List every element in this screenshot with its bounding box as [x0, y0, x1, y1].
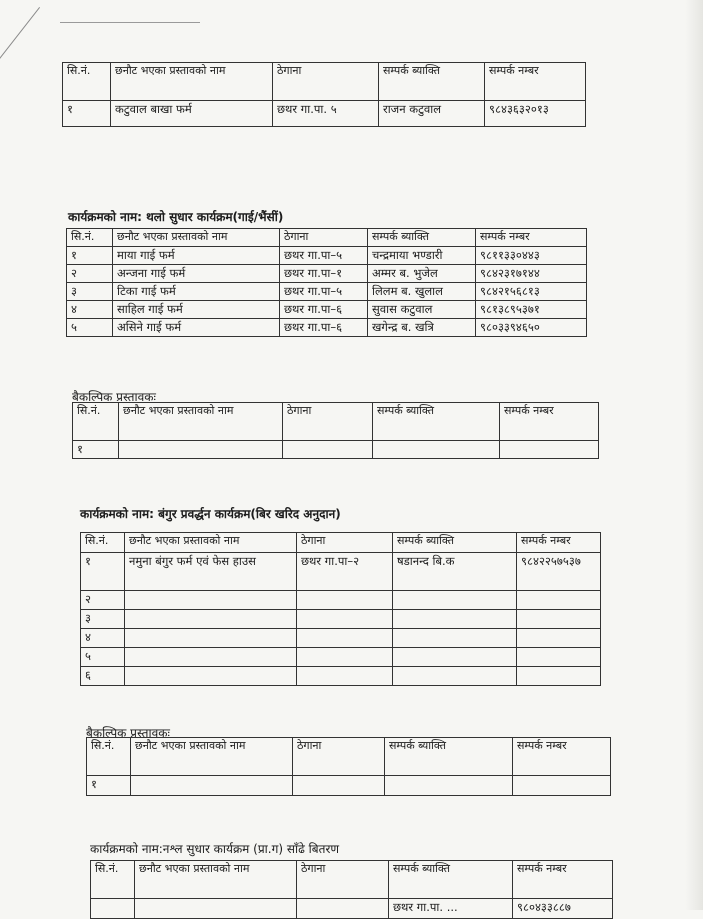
cell-address	[297, 648, 393, 667]
table-row	[81, 667, 601, 686]
table-row	[87, 776, 611, 796]
table-row	[67, 247, 587, 265]
cell-name	[131, 776, 293, 796]
cell-sn: ५	[81, 648, 125, 667]
cell-address	[297, 667, 393, 686]
header-proposal: छनौट भएका प्रस्तावको नाम	[131, 738, 293, 776]
cell-phone: ९८११३३०४४३	[476, 247, 587, 265]
header-phone: सम्पर्क नम्बर	[513, 861, 613, 899]
cell-name: कटुवाल बाखा फर्म	[111, 101, 273, 127]
header-contact: सम्पर्क ब्याक्ति	[393, 533, 517, 553]
cell-contact: खगेन्द्र ब. खत्रि	[368, 319, 476, 337]
header-contact: सम्पर्क ब्याक्ति	[385, 738, 513, 776]
table-row	[67, 265, 587, 283]
cell-phone	[517, 667, 601, 686]
header-sn: सि.नं.	[91, 861, 135, 899]
cell-contact: सुवास कटुवाल	[368, 301, 476, 319]
cell-sn: ५	[67, 319, 113, 337]
table-row	[81, 648, 601, 667]
section-title: कार्यक्रमको नाम:नश्ल सुधार कार्यक्रम (प्रा.ग) साँढे बितरण	[90, 842, 340, 856]
cell-phone: ९८४२३१७१४४	[476, 265, 587, 283]
cell-name	[135, 899, 297, 919]
cell-address	[297, 591, 393, 610]
cell-address	[293, 776, 385, 796]
cell-contact	[393, 610, 517, 629]
table-1	[62, 62, 586, 127]
cell-sn: ३	[81, 610, 125, 629]
table-row	[81, 610, 601, 629]
table-row	[67, 301, 587, 319]
cell-address	[297, 610, 393, 629]
table-6	[90, 860, 613, 919]
table-row	[67, 283, 587, 301]
table-row	[81, 629, 601, 648]
cell-sn: ४	[67, 301, 113, 319]
cell-sn: १	[87, 776, 131, 796]
cell-sn: २	[81, 591, 125, 610]
cell-phone: ९८४२१५६८१३	[476, 283, 587, 301]
cell-address: छथर गा.पा–१	[280, 265, 368, 283]
table-row	[81, 553, 601, 591]
cell-name	[125, 610, 297, 629]
cell-address	[283, 441, 373, 459]
header-phone: सम्पर्क नम्बर	[517, 533, 601, 553]
cell-address: छथर गा.पा–५	[280, 247, 368, 265]
header-address: ठेगाना	[297, 533, 393, 553]
header-address: ठेगाना	[283, 403, 373, 441]
table-row	[63, 101, 586, 127]
section-title: कार्यक्रमको नाम: बंगुर प्रवर्द्धन कार्यक्रम(बिर खरिद अनुदान)	[80, 507, 341, 521]
cell-sn: १	[67, 247, 113, 265]
header-contact: सम्पर्क ब्याक्ति	[368, 229, 476, 247]
cell-contact	[393, 629, 517, 648]
header-contact: सम्पर्क ब्याक्ति	[379, 63, 485, 101]
table-5	[86, 737, 611, 796]
header-proposal: छनौट भएका प्रस्तावको नाम	[111, 63, 273, 101]
header-proposal: छनौट भएका प्रस्तावको नाम	[119, 403, 283, 441]
table-row	[91, 899, 613, 919]
cell-address: छथर गा.पा–६	[280, 319, 368, 337]
header-sn: सि.नं.	[63, 63, 111, 101]
table-3	[72, 402, 599, 459]
table-row	[73, 441, 599, 459]
cell-address	[297, 899, 389, 919]
header-phone: सम्पर्क नम्बर	[513, 738, 611, 776]
cell-name	[119, 441, 283, 459]
header-address: ठेगाना	[280, 229, 368, 247]
cell-name: साहिल गाई फर्म	[113, 301, 280, 319]
scan-edge	[685, 0, 703, 910]
cell-phone	[513, 776, 611, 796]
cell-contact: छथर गा.पा. ...	[389, 899, 513, 919]
cell-contact: लिलम ब. खुलाल	[368, 283, 476, 301]
cell-name: माया गाई फर्म	[113, 247, 280, 265]
header-proposal: छनौट भएका प्रस्तावको नाम	[125, 533, 297, 553]
cell-sn	[91, 899, 135, 919]
cell-contact	[393, 591, 517, 610]
header-proposal: छनौट भएका प्रस्तावको नाम	[113, 229, 280, 247]
cell-sn: ६	[81, 667, 125, 686]
cell-phone	[517, 629, 601, 648]
cell-phone	[517, 648, 601, 667]
header-phone: सम्पर्क नम्बर	[476, 229, 587, 247]
cell-sn: १	[81, 553, 125, 591]
cell-contact: चन्द्रमाया भण्डारी	[368, 247, 476, 265]
cell-contact	[385, 776, 513, 796]
cell-phone	[500, 441, 599, 459]
header-sn: सि.नं.	[73, 403, 119, 441]
cell-phone: ९८४३६३२०१३	[485, 101, 586, 127]
cell-sn: ४	[81, 629, 125, 648]
cell-phone: ९८०४३३८८७	[513, 899, 613, 919]
header-phone: सम्पर्क नम्बर	[485, 63, 586, 101]
header-sn: सि.नं.	[87, 738, 131, 776]
cell-name: अन्जना गाई फर्म	[113, 265, 280, 283]
cell-contact: अम्मर ब. भुजेल	[368, 265, 476, 283]
table-row	[67, 319, 587, 337]
table-2	[66, 228, 587, 337]
header-contact: सम्पर्क ब्याक्ति	[373, 403, 500, 441]
cell-address: छथर गा.पा–६	[280, 301, 368, 319]
cell-name	[125, 667, 297, 686]
section-title: कार्यक्रमको नाम: थलो सुधार कार्यक्रम(गाई/भैंसीं)	[68, 210, 284, 224]
header-address: ठेगाना	[293, 738, 385, 776]
header-contact: सम्पर्क ब्याक्ति	[389, 861, 513, 899]
table-4	[80, 532, 601, 686]
table-row	[81, 591, 601, 610]
header-sn: सि.नं.	[67, 229, 113, 247]
cell-sn: १	[63, 101, 111, 127]
cell-name: टिका गाई फर्म	[113, 283, 280, 301]
cell-sn: २	[67, 265, 113, 283]
cell-phone	[517, 591, 601, 610]
cell-name	[125, 591, 297, 610]
cell-phone: ९८४२२५७५३७	[517, 553, 601, 591]
cell-address: छथर गा.पा. ५	[273, 101, 379, 127]
cell-contact	[393, 648, 517, 667]
cell-contact	[393, 667, 517, 686]
cell-name: नमुना बंगुर फर्म एवं फेस हाउस	[125, 553, 297, 591]
cell-name	[125, 629, 297, 648]
header-address: ठेगाना	[297, 861, 389, 899]
cell-contact: राजन कटुवाल	[379, 101, 485, 127]
cell-address: छथर गा.पा–५	[280, 283, 368, 301]
cell-phone	[517, 610, 601, 629]
fold-mark	[0, 7, 40, 71]
cell-sn: ३	[67, 283, 113, 301]
cell-contact: षडानन्द बि.क	[393, 553, 517, 591]
top-line	[60, 22, 200, 23]
cell-address: छथर गा.पा–२	[297, 553, 393, 591]
header-proposal: छनौट भएका प्रस्तावको नाम	[135, 861, 297, 899]
section-title: बैकल्पिक प्रस्तावकः	[86, 726, 170, 740]
header-sn: सि.नं.	[81, 533, 125, 553]
cell-phone: ९८०३३९४६५०	[476, 319, 587, 337]
cell-address	[297, 629, 393, 648]
section-title: बैकल्पिक प्रस्तावकः	[72, 390, 156, 404]
cell-name	[125, 648, 297, 667]
cell-contact	[373, 441, 500, 459]
header-address: ठेगाना	[273, 63, 379, 101]
header-phone: सम्पर्क नम्बर	[500, 403, 599, 441]
cell-name: असिने गाई फर्म	[113, 319, 280, 337]
cell-phone: ९८१३८९५३७१	[476, 301, 587, 319]
cell-sn: १	[73, 441, 119, 459]
